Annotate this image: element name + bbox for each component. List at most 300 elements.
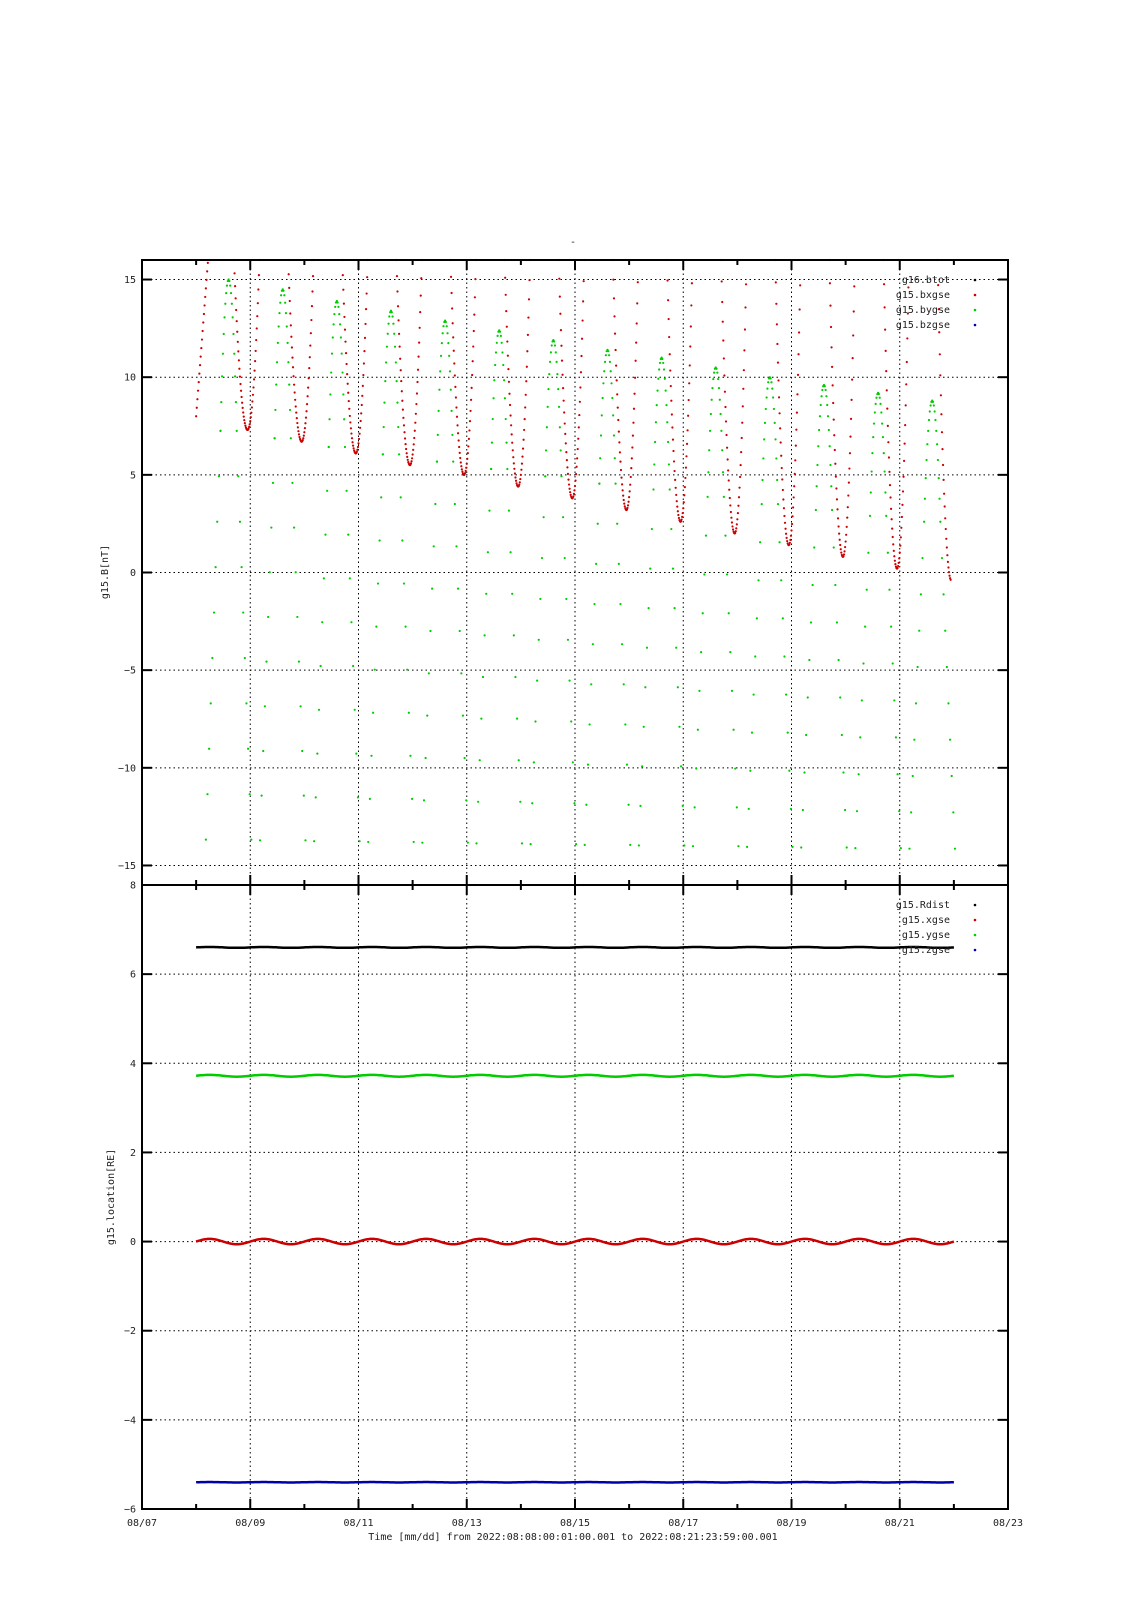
bxgse-point [400,369,402,371]
bxgse-point [946,546,948,548]
bygse-point [463,757,465,759]
bxgse-point [894,563,896,565]
bygse-point [918,630,920,632]
bygse-point [930,404,932,406]
bygse-point [553,340,555,342]
bxgse-point [778,412,780,414]
bxgse-point [307,387,309,389]
bxgse-point [617,407,619,409]
bxgse-point [404,437,406,439]
bygse-point [446,332,448,334]
bxgse-point [363,350,365,352]
bygse-point [286,325,288,327]
bxgse-point [563,400,565,402]
bygse-point [859,736,861,738]
bygse-point [856,810,858,812]
magnetic-field-legend-label: g16.btot [901,275,950,286]
bygse-point [442,332,444,334]
bygse-point [759,541,761,543]
bxgse-point [904,424,906,426]
bxgse-point [622,495,624,497]
bygse-point [589,723,591,725]
bxgse-point [883,283,885,285]
bxgse-point [256,315,258,317]
bxgse-point [508,393,510,395]
bygse-point [383,402,385,404]
bxgse-point [297,426,299,428]
bxgse-point [451,307,453,309]
bxgse-point [357,446,359,448]
bygse-point [614,457,616,459]
bygse-point [879,403,881,405]
bxgse-point [473,330,475,332]
bxgse-point [851,379,853,381]
bxgse-point [633,408,635,410]
bxgse-point [627,501,629,503]
bygse-point [279,302,281,304]
bxgse-point [514,472,516,474]
bxgse-point [357,442,359,444]
bygse-point [447,342,449,344]
bygse-point [460,672,462,674]
bxgse-point [628,496,630,498]
bygse-point [487,551,489,553]
bxgse-point [406,456,408,458]
bxgse-point [470,399,472,401]
bxgse-point [244,422,246,424]
bygse-point [831,509,833,511]
bygse-point [711,399,713,401]
bygse-point [490,468,492,470]
x-tick-label: 08/23 [992,1518,1024,1529]
bygse-point [345,490,347,492]
bygse-point [751,732,753,734]
bygse-point [869,515,871,517]
bxgse-point [520,469,522,471]
bygse-point [677,686,679,688]
bygse-point [342,393,344,395]
bygse-point [939,521,941,523]
bxgse-point [304,422,306,424]
bygse-point [519,801,521,803]
bxgse-point [783,515,785,517]
bygse-point [441,342,443,344]
bygse-point [413,841,415,843]
bygse-point [718,387,720,389]
bxgse-point [513,462,515,464]
bxgse-point [671,413,673,415]
bygse-point [590,683,592,685]
location-ytick-label: 8 [129,880,136,892]
bxgse-point [356,451,358,453]
bygse-point [729,651,731,653]
bxgse-point [576,466,578,468]
bygse-point [548,373,550,375]
bygse-point [595,563,597,565]
bxgse-point [850,418,852,420]
bxgse-point [342,289,344,291]
bygse-point [224,303,226,305]
bxgse-point [666,279,668,281]
bxgse-point [944,517,946,519]
bxgse-point [794,459,796,461]
bygse-point [265,661,267,663]
bygse-point [721,449,723,451]
bxgse-point [668,318,670,320]
bygse-point [846,846,848,848]
bygse-point [871,470,873,472]
bygse-point [898,810,900,812]
bxgse-point [741,422,743,424]
bxgse-point [347,383,349,385]
bygse-point [533,761,535,763]
bxgse-point [884,306,886,308]
bygse-point [665,404,667,406]
bxgse-point [360,412,362,414]
bygse-point [833,546,835,548]
bxgse-point [729,497,731,499]
bygse-point [875,397,877,399]
bxgse-point [889,496,891,498]
bygse-point [403,582,405,584]
bxgse-point [251,400,253,402]
bygse-point [873,422,875,424]
bygse-point [331,352,333,354]
bxgse-point [205,279,207,281]
bygse-point [370,755,372,757]
location-ytick-label: −4 [123,1415,136,1427]
bxgse-point [898,562,900,564]
bxgse-point [239,383,241,385]
bxgse-point [411,457,413,459]
bygse-point [947,702,949,704]
bygse-point [818,429,820,431]
bygse-point [278,312,280,314]
bygse-point [896,773,898,775]
bxgse-point [634,377,636,379]
bxgse-point [676,500,678,502]
bxgse-point [402,417,404,419]
bxgse-point [676,506,678,508]
bxgse-point [681,516,683,518]
bxgse-point [619,461,621,463]
bxgse-point [901,504,903,506]
bxgse-point [467,452,469,454]
bxgse-point [675,494,677,496]
bxgse-point [366,292,368,294]
bxgse-point [577,438,579,440]
bxgse-point [358,438,360,440]
bygse-point [249,793,251,795]
bygse-point [421,842,423,844]
bygse-point [285,312,287,314]
bxgse-point [293,384,295,386]
bxgse-point [613,315,615,317]
bxgse-point [581,319,583,321]
bxgse-point [941,431,943,433]
bxgse-point [347,392,349,394]
bxgse-point [614,349,616,351]
bygse-point [649,567,651,569]
bxgse-point [950,579,952,581]
bygse-point [454,503,456,505]
bxgse-point [196,407,198,409]
bygse-point [291,482,293,484]
bxgse-point [672,450,674,452]
bxgse-point [845,534,847,536]
bxgse-point [303,431,305,433]
bygse-point [925,477,927,479]
location-ytick-label: 0 [129,1237,136,1249]
bygse-point [946,666,948,668]
bxgse-point [785,533,787,535]
bygse-point [539,598,541,600]
bxgse-point [721,301,723,303]
bygse-point [369,798,371,800]
bxgse-point [416,381,418,383]
bygse-point [479,759,481,761]
bxgse-point [298,433,300,435]
bxgse-point [561,360,563,362]
bxgse-point [525,394,527,396]
bxgse-point [201,338,203,340]
bxgse-point [839,539,841,541]
bxgse-point [786,537,788,539]
bygse-point [328,418,330,420]
bxgse-point [236,320,238,322]
bxgse-point [614,333,616,335]
bxgse-point [795,429,797,431]
bxgse-point [309,356,311,358]
bygse-point [624,723,626,725]
bxgse-point [686,429,688,431]
bxgse-point [886,389,888,391]
bxgse-point [524,418,526,420]
bxgse-point [505,294,507,296]
bygse-point [221,375,223,377]
bygse-point [436,461,438,463]
bxgse-point [294,391,296,393]
bxgse-point [242,407,244,409]
bxgse-point [252,394,254,396]
bygse-point [774,422,776,424]
bxgse-point [742,388,744,390]
bygse-point [530,843,532,845]
bxgse-point [830,326,832,328]
bxgse-point [295,411,297,413]
bxgse-point [526,366,528,368]
bygse-point [816,464,818,466]
bygse-point [438,389,440,391]
bxgse-point [346,373,348,375]
bygse-point [558,406,560,408]
bxgse-point [302,439,304,441]
bygse-point [222,353,224,355]
bygse-point [775,457,777,459]
bxgse-point [744,328,746,330]
bxgse-point [305,410,307,412]
bygse-point [694,806,696,808]
bxgse-point [459,452,461,454]
bygse-point [703,573,705,575]
bxgse-point [778,396,780,398]
bxgse-point [745,283,747,285]
bygse-point [819,415,821,417]
bxgse-point [942,479,944,481]
bygse-point [777,503,779,505]
bxgse-point [397,305,399,307]
bygse-point [396,402,398,404]
bygse-point [885,515,887,517]
bygse-point [423,799,425,801]
bygse-point [439,370,441,372]
bxgse-point [253,369,255,371]
bygse-point [534,720,536,722]
bxgse-point [612,279,614,281]
bxgse-point [459,457,461,459]
bygse-point [393,333,395,335]
bygse-point [756,617,758,619]
bygse-point [485,593,487,595]
bxgse-point [196,398,198,400]
bygse-point [290,437,292,439]
bxgse-point [620,477,622,479]
bygse-point [225,292,227,294]
bxgse-point [506,326,508,328]
bxgse-point [507,368,509,370]
bxgse-point [687,415,689,417]
bygse-point [547,388,549,390]
bxgse-point [465,467,467,469]
bygse-point [404,626,406,628]
bxgse-point [839,544,841,546]
bxgse-point [725,434,727,436]
bxgse-point [307,395,309,397]
bxgse-point [508,381,510,383]
bxgse-point [741,437,743,439]
bxgse-point [740,464,742,466]
bxgse-point [892,536,894,538]
bxgse-point [780,441,782,443]
bygse-point [944,630,946,632]
bxgse-point [526,350,528,352]
location-legend-marker [974,934,977,937]
bygse-point [666,421,668,423]
bxgse-point [845,540,847,542]
bygse-point [609,361,611,363]
bygse-point [218,475,220,477]
zgse-line [196,1482,954,1483]
bxgse-point [410,462,412,464]
bxgse-point [415,403,417,405]
bygse-point [547,406,549,408]
bxgse-point [258,274,260,276]
bxgse-point [737,505,739,507]
bygse-point [392,315,394,317]
bxgse-point [796,393,798,395]
bxgse-point [410,460,412,462]
bygse-point [313,840,315,842]
bxgse-point [675,487,677,489]
bygse-point [270,526,272,528]
bxgse-point [683,501,685,503]
bxgse-point [249,420,251,422]
bxgse-point [853,310,855,312]
bxgse-point [469,420,471,422]
bygse-point [484,634,486,636]
bxgse-point [667,299,669,301]
bxgse-point [576,457,578,459]
bygse-point [556,373,558,375]
bxgse-point [678,517,680,519]
bxgse-point [580,355,582,357]
bxgse-point [468,429,470,431]
bygse-point [705,535,707,537]
bygse-point [949,739,951,741]
bxgse-point [578,426,580,428]
bygse-point [228,280,230,282]
bygse-point [627,804,629,806]
bxgse-point [797,353,799,355]
bygse-point [807,696,809,698]
bygse-point [226,284,228,286]
time-axis-label: Time [mm/dd] from 2022:08:08:00:01:00.001 to 2022:08:21:23:59:00.001 [368,1532,778,1543]
bygse-point [572,761,574,763]
bygse-point [446,325,448,327]
bxgse-point [843,553,845,555]
bygse-point [605,354,607,356]
bxgse-point [889,484,891,486]
bxgse-point [677,514,679,516]
bxgse-point [528,279,530,281]
bxgse-point [899,545,901,547]
location-legend-marker [974,904,977,907]
bxgse-point [777,362,779,364]
bxgse-point [899,552,901,554]
bygse-point [210,702,212,704]
bygse-point [234,375,236,377]
bygse-point [245,702,247,704]
bxgse-point [743,349,745,351]
bygse-point [820,395,822,397]
location-ytick-label: 4 [129,1058,136,1070]
bygse-point [655,421,657,423]
bxgse-point [238,359,240,361]
bxgse-point [837,525,839,527]
bygse-point [235,401,237,403]
bygse-point [638,844,640,846]
location-legend-marker [974,919,977,922]
bygse-point [707,471,709,473]
bxgse-point [420,294,422,296]
bxgse-point [244,424,246,426]
bygse-point [787,732,789,734]
bygse-point [303,795,305,797]
bxgse-point [575,473,577,475]
bxgse-point [673,470,675,472]
bxgse-point [843,550,845,552]
x-tick-label: 08/19 [776,1518,807,1529]
bygse-point [702,612,704,614]
bxgse-point [519,478,521,480]
bxgse-point [742,405,744,407]
bygse-point [573,802,575,804]
bygse-point [396,380,398,382]
bygse-point [872,436,874,438]
bygse-point [680,765,682,767]
bygse-point [568,680,570,682]
bxgse-point [722,321,724,323]
